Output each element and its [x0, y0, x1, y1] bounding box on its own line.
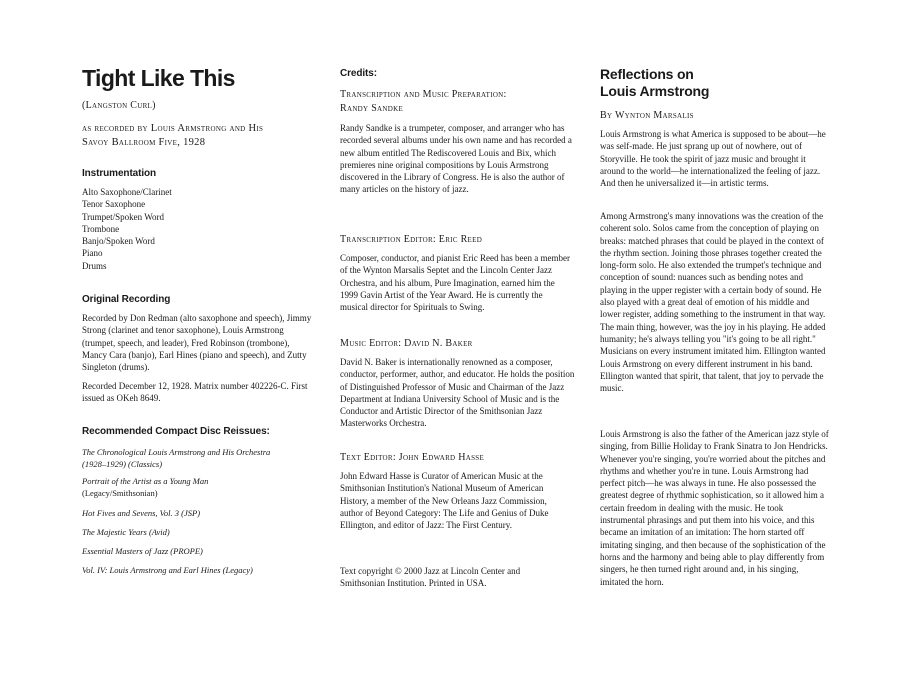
- reissue-item: Essential Masters of Jazz (PROPE): [82, 546, 203, 556]
- essay-paragraph: Among Armstrong's many innovations was the creation of the coherent solo. Solos came from the conception of playing on breaks: matched phrases that could be played in the context of the rhythm section. Joining those phrases together created the long-form solo. He also extended the trumpet's technique and conception of sound: nuances such as bending notes and playing in the upper register with a certain body of sound. He also played with a great deal of emotion of his middle and lower register, adding something to the instrument in that way. The main thing, however, was the joy in his playing. He added humanity; he's always telling you "it's going to be all right." Musicians on every instrument imitated him. Ellington wanted Louis Armstrong on every different instrument in his band. Ellington wanted that spirit, that talent, that joy to pervade the music.: [600, 211, 826, 394]
- reissue-label: (Legacy/Smithsonian): [82, 488, 158, 498]
- recorded-date: Recorded December 12, 1928. Matrix number 402226-C. First issued as OKeh 8649.: [82, 381, 308, 404]
- essay-paragraph: Louis Armstrong is what America is supposed to be about—he was self-made. He just sprang up out of nowhere, out of Storyville. He took the spirit of jazz music and brought it around to the world—he internationalized the feeling of jazz. And then he universalized it—in artistic terms.: [600, 129, 826, 189]
- instrument-item: Banjo/Spoken Word: [82, 236, 155, 247]
- baker-bio: David N. Baker is internationally renowned as a composer, conductor, performer, author, and educator. He holds the position of Distinguished Professor of Music and Chairman of the Jazz Department at Indiana University School of Music and is the Conductor and Artistic Director of the Smithsonian Jazz Masterworks Orchestra.: [340, 357, 575, 429]
- reissue-title: Portrait of the Artist as a Young Man: [82, 476, 209, 486]
- hasse-heading: Text Editor: John Edward Hasse: [340, 452, 485, 463]
- essay-title-line-1: Reflections on: [600, 66, 694, 82]
- instrument-item: Drums: [82, 260, 107, 271]
- recorded-as-line-2: Savoy Ballroom Five, 1928: [82, 137, 206, 148]
- essay-title-line-2: Louis Armstrong: [600, 83, 710, 99]
- instrument-item: Trumpet/Spoken Word: [82, 211, 165, 222]
- original-recording-heading: Original Recording: [82, 294, 171, 305]
- recorded-as-line-1: as recorded by Louis Armstrong and His: [82, 123, 264, 134]
- instrument-list: [82, 186, 172, 272]
- instrumentation-heading: Instrumentation: [82, 168, 157, 179]
- composer-credit: (Langston Curl): [82, 100, 156, 111]
- sandke-bio: Randy Sandke is a trumpeter, composer, and arranger who has recorded several albums under his own name and has recorded a new album entitled The Rediscovered Louis and Bix, which premieres nine original compositions by Louis Armstrong discovered in the Library of Congress. He is also the author of many articles on the history of jazz.: [340, 123, 572, 195]
- reissue-item: The Chronological Louis Armstrong and His Orchestra (1928–1929) (Classics): [82, 447, 271, 469]
- recorded-as: [82, 122, 263, 150]
- reissue-item: Vol. IV: Louis Armstrong and Earl Hines (Legacy): [82, 565, 253, 575]
- baker-heading: Music Editor: David N. Baker: [340, 338, 473, 349]
- credits-heading: Credits:: [340, 68, 377, 79]
- instrument-item: Tenor Saxophone: [82, 199, 146, 210]
- original-recording-text: Recorded by Don Redman (alto saxophone and speech), Jimmy Strong (clarinet and tenor saxophone), Louis Armstrong (trumpet, speech, and leader), Fred Robinson (trombone), Mancy Cara (banjo), Earl Hines (piano and speech), and Zutty Singleton (drums).: [82, 313, 312, 373]
- reissue-item: [82, 475, 282, 499]
- page-title: Tight Like This: [82, 65, 235, 91]
- essay-title: [600, 66, 709, 100]
- transcription-heading-line-1: Transcription and Music Preparation:: [340, 89, 507, 100]
- instrument-item: Piano: [82, 248, 103, 259]
- essay-byline: By Wynton Marsalis: [600, 110, 694, 121]
- instrument-item: Trombone: [82, 223, 120, 234]
- essay-paragraph: Louis Armstrong is also the father of the American jazz style of singing, from Billie Holiday to Frank Sinatra to Jon Hendricks. Whenever you're singing, you're worried about the pitches and rhythms and whether you're in tune. Louis Armstrong had perfect pitch—he was always in tune. He also possessed the greatest degree of rhythmic sophistication, so it allowed him a certain freedom in dealing with the music. He took instrumental phrasings and put them into his voice, and this became an imitation of an imitation: The horn started off imitating singing, and then because of the sophistication of the horns and the harmony and being able to play differently from singers, he then turned right around and, in his singing, imitated the horn.: [600, 429, 829, 587]
- instrument-item: Alto Saxophone/Clarinet: [82, 187, 172, 197]
- hasse-bio: John Edward Hasse is Curator of American Music at the Smithsonian Institution's National Museum of American History, a member of the New Orleans Jazz Commission, author of Beyond Category: The Life and Genius of Duke Ellington, and editor of Jazz: The First Century.: [340, 471, 549, 531]
- copyright-notice: Text copyright © 2000 Jazz at Lincoln Center and Smithsonian Institution. Printed in USA.: [340, 566, 521, 589]
- reissues-heading: Recommended Compact Disc Reissues:: [82, 426, 270, 437]
- reissue-item: The Majestic Years (Avid): [82, 527, 170, 537]
- transcription-heading-line-2: Randy Sandke: [340, 103, 404, 114]
- reed-heading: Transcription Editor: Eric Reed: [340, 234, 483, 245]
- reed-bio: Composer, conductor, and pianist Eric Reed has been a member of the Wynton Marsalis Septet and the Lincoln Center Jazz Orchestra, and his album, Pure Imagination, earned him the 1999 Gavin Artist of the Year Award. He is currently the musical director for Spirituals to Swing.: [340, 253, 570, 313]
- transcription-heading: [340, 88, 507, 116]
- reissue-item: Hot Fives and Sevens, Vol. 3 (JSP): [82, 508, 201, 518]
